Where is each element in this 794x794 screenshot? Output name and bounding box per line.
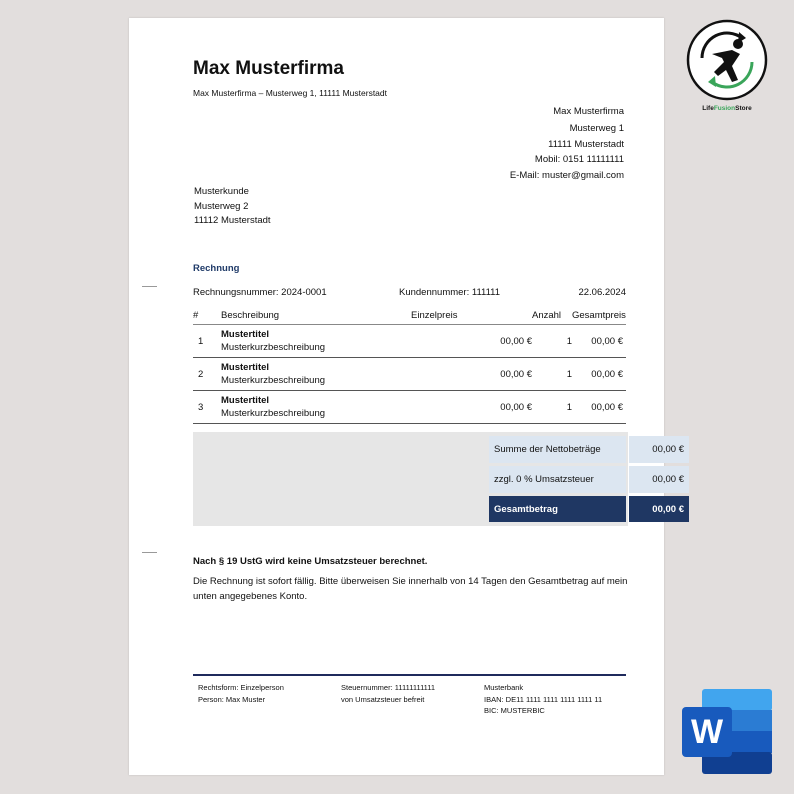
- sender-street: Musterweg 1: [569, 122, 624, 134]
- col-quantity-header: Anzahl: [532, 308, 572, 325]
- lifefusionstore-logo-icon: [682, 18, 772, 118]
- logo-wordmark: [682, 105, 772, 112]
- col-num-header: #: [193, 308, 221, 325]
- company-name-title: Max Musterfirma: [193, 58, 344, 79]
- row-total: 00,00 €: [572, 325, 626, 358]
- invoice-date: 22.06.2024: [578, 287, 626, 298]
- logo-text-fusion: Fusion: [713, 105, 736, 112]
- row-subtitle: Musterkurzbeschreibung: [221, 374, 326, 386]
- footer-iban: IBAN: DE11 1111 1111 1111 1111 11: [484, 694, 603, 704]
- tax-label: zzgl. 0 % Umsatzsteuer: [489, 466, 626, 493]
- footer-divider: [193, 674, 626, 676]
- row-description: [221, 391, 411, 424]
- recipient-name: Musterkunde: [194, 186, 249, 197]
- row-description: [221, 325, 411, 358]
- footer-legal-column: [198, 682, 284, 705]
- tax-value: 00,00 €: [629, 466, 689, 493]
- summary-block: [193, 432, 684, 526]
- row-num: 2: [193, 358, 221, 391]
- row-num: 1: [193, 325, 221, 358]
- items-table-header: [193, 308, 626, 325]
- row-unit-price: 00,00 €: [411, 391, 532, 424]
- row-num: 3: [193, 391, 221, 424]
- invoice-number: Rechnungsnummer: 2024-0001: [193, 287, 327, 298]
- row-quantity: 1: [532, 358, 572, 391]
- row-description: [221, 358, 411, 391]
- col-total-header: Gesamtpreis: [572, 308, 626, 325]
- fold-mark-bottom: [142, 552, 157, 553]
- footer-bank: Musterbank: [484, 683, 524, 692]
- tax-exemption-note: Nach § 19 UstG wird keine Umsatzsteuer berechnet.: [193, 556, 428, 567]
- invoice-page: [129, 18, 684, 775]
- table-row: [193, 391, 626, 424]
- sender-name: Max Musterfirma: [553, 106, 624, 117]
- row-quantity: 1: [532, 325, 572, 358]
- col-unit-price-header: Einzelpreis: [411, 308, 532, 325]
- sender-city: 11111 Musterstadt: [548, 139, 624, 150]
- row-title: Mustertitel: [221, 361, 270, 373]
- grand-total-label: Gesamtbetrag: [489, 496, 626, 522]
- footer-person: Person: Max Muster: [198, 694, 266, 704]
- logo-text-store: Store: [735, 105, 752, 112]
- net-sum-value: 00,00 €: [629, 436, 689, 463]
- footer-tax-number: Steuernummer: 11111111111: [341, 683, 436, 692]
- grand-total-value: 00,00 €: [629, 496, 689, 522]
- word-letter: W: [690, 713, 724, 751]
- row-subtitle: Musterkurzbeschreibung: [221, 407, 326, 419]
- row-unit-price: 00,00 €: [411, 325, 532, 358]
- table-row: [193, 358, 626, 391]
- col-description-header: Beschreibung: [221, 308, 411, 325]
- recipient-city: 11112 Musterstadt: [194, 215, 271, 226]
- row-quantity: 1: [532, 391, 572, 424]
- row-subtitle: Musterkurzbeschreibung: [221, 341, 326, 353]
- table-row: [193, 325, 626, 358]
- sender-address-line: Max Musterfirma – Musterweg 1, 11111 Musterstadt: [193, 88, 387, 98]
- footer-tax-exempt: von Umsatzsteuer befreit: [341, 694, 425, 704]
- customer-number: Kundennummer: 111111: [399, 287, 501, 298]
- row-total: 00,00 €: [572, 358, 626, 391]
- footer-tax-column: [341, 682, 435, 705]
- sender-contact-block: [510, 152, 624, 184]
- footer-bic: BIC: MUSTERBIC: [484, 706, 545, 715]
- items-table: [193, 308, 626, 424]
- footer-bank-column: [484, 682, 602, 717]
- sender-mobile: Mobil: 0151 11111111: [534, 154, 624, 165]
- row-title: Mustertitel: [221, 328, 270, 340]
- microsoft-word-icon: [682, 689, 774, 775]
- logo-text-life: Life: [702, 105, 714, 112]
- section-title: Rechnung: [193, 263, 240, 274]
- net-sum-label: Summe der Nettobeträge: [489, 436, 626, 463]
- recipient-street: Musterweg 2: [194, 200, 249, 212]
- row-total: 00,00 €: [572, 391, 626, 424]
- footer-legal-form: Rechtsform: Einzelperson: [198, 683, 284, 692]
- payment-terms-note: Die Rechnung ist sofort fällig. Bitte überweisen Sie innerhalb von 14 Tagen den Gesamtbetrag auf mein unten angegebenes Konto.: [193, 576, 628, 602]
- row-unit-price: 00,00 €: [411, 358, 532, 391]
- fold-mark-top: [142, 286, 157, 287]
- row-title: Mustertitel: [221, 394, 270, 406]
- recipient-address-block: [194, 185, 271, 229]
- sender-email: E-Mail: muster@gmail.com: [509, 170, 624, 181]
- sender-address-block: [548, 104, 624, 154]
